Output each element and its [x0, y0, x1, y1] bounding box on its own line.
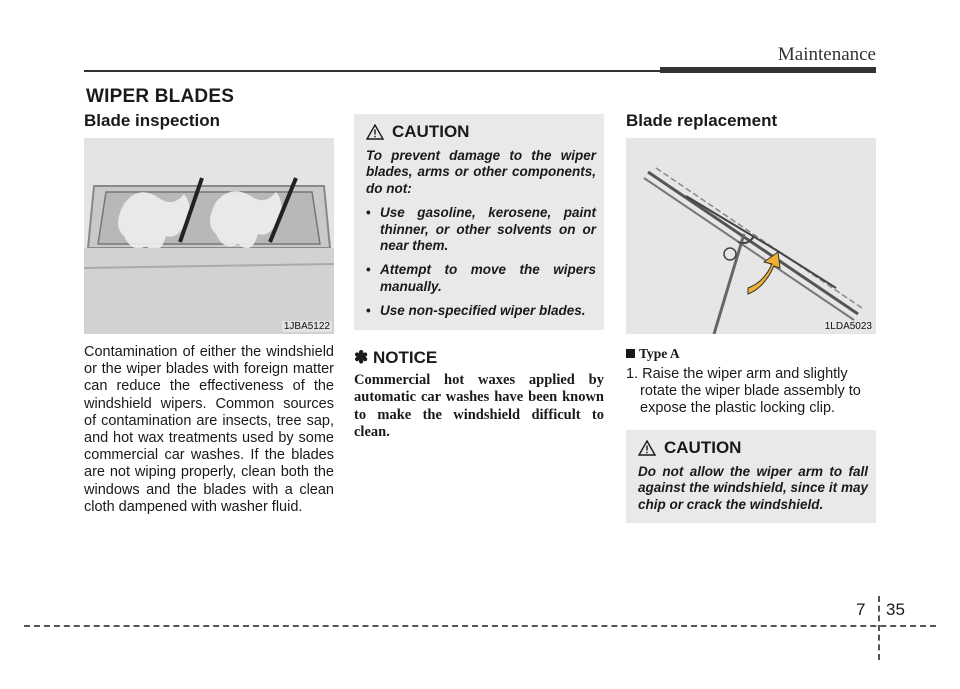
- wiper-blade-drawing: [626, 138, 876, 334]
- caution-item: • Use non-specified wiper blades.: [366, 303, 596, 319]
- type-label-text: Type A: [639, 346, 680, 361]
- inspection-heading: Blade inspection: [84, 111, 221, 130]
- caution-box: [354, 114, 604, 330]
- type-label: [626, 346, 876, 362]
- caution-header: [638, 438, 868, 458]
- windshield-illustration: [84, 138, 334, 334]
- running-header: Maintenance: [777, 44, 876, 65]
- notice-title: ✽ NOTICE: [354, 347, 438, 367]
- header-rule-accent: [660, 67, 876, 73]
- caution-list: [366, 205, 596, 319]
- wiper-blade-illustration: [626, 138, 876, 334]
- figure-label: 1LDA5023: [824, 321, 872, 332]
- notice-text: Commercial hot waxes applied by automatic car washes have been known to make the windshield difficult to clean.: [354, 371, 604, 441]
- warning-triangle-icon: [638, 440, 656, 456]
- step-item: 1. Raise the wiper arm and slightly rotate the wiper blade assembly to expose the plastic locking clip.: [626, 366, 861, 417]
- replacement-heading: Blade replacement: [626, 111, 778, 130]
- page-number: 35: [886, 600, 905, 619]
- caution-title: CAUTION: [664, 438, 742, 457]
- caution-box-2: [626, 430, 876, 523]
- footer-divider: [878, 596, 880, 660]
- caution-item: • Attempt to move the wipers manually.: [366, 262, 596, 295]
- step-list: [626, 366, 876, 418]
- inspection-body: Contamination of either the windshield or the wiper blades with foreign matter can reduce the effectiveness of the windshield wipers. Common sources of contamination are insects, tree sap, and hot wax treatments used by some commercial car washes. If the blades are not wiping properly, clean both the windows and the blades with a clean cloth dampened with washer fluid.: [84, 344, 334, 515]
- caution-item: • Use gasoline, kerosene, paint thinner, or other solvents on or near them.: [366, 205, 596, 254]
- column-caution-notice: [354, 114, 604, 442]
- column-replacement: [626, 110, 876, 418]
- section-title: WIPER BLADES: [86, 86, 235, 107]
- windshield-drawing: [84, 138, 334, 334]
- chapter-number: 7: [856, 600, 866, 619]
- caution-title: CAUTION: [392, 122, 470, 141]
- footer-rule: [24, 625, 936, 627]
- column-inspection: [84, 110, 334, 516]
- caution-intro: To prevent damage to the wiper blades, arms or other components, do not:: [366, 148, 596, 196]
- caution-header: [366, 122, 596, 142]
- header-rule: [84, 70, 660, 72]
- caution-text: Do not allow the wiper arm to fall against the windshield, since it may chip or crack the windshield.: [638, 464, 868, 512]
- figure-label: 1JBA5122: [283, 321, 330, 332]
- square-bullet-icon: [626, 349, 635, 358]
- warning-triangle-icon: [366, 124, 384, 140]
